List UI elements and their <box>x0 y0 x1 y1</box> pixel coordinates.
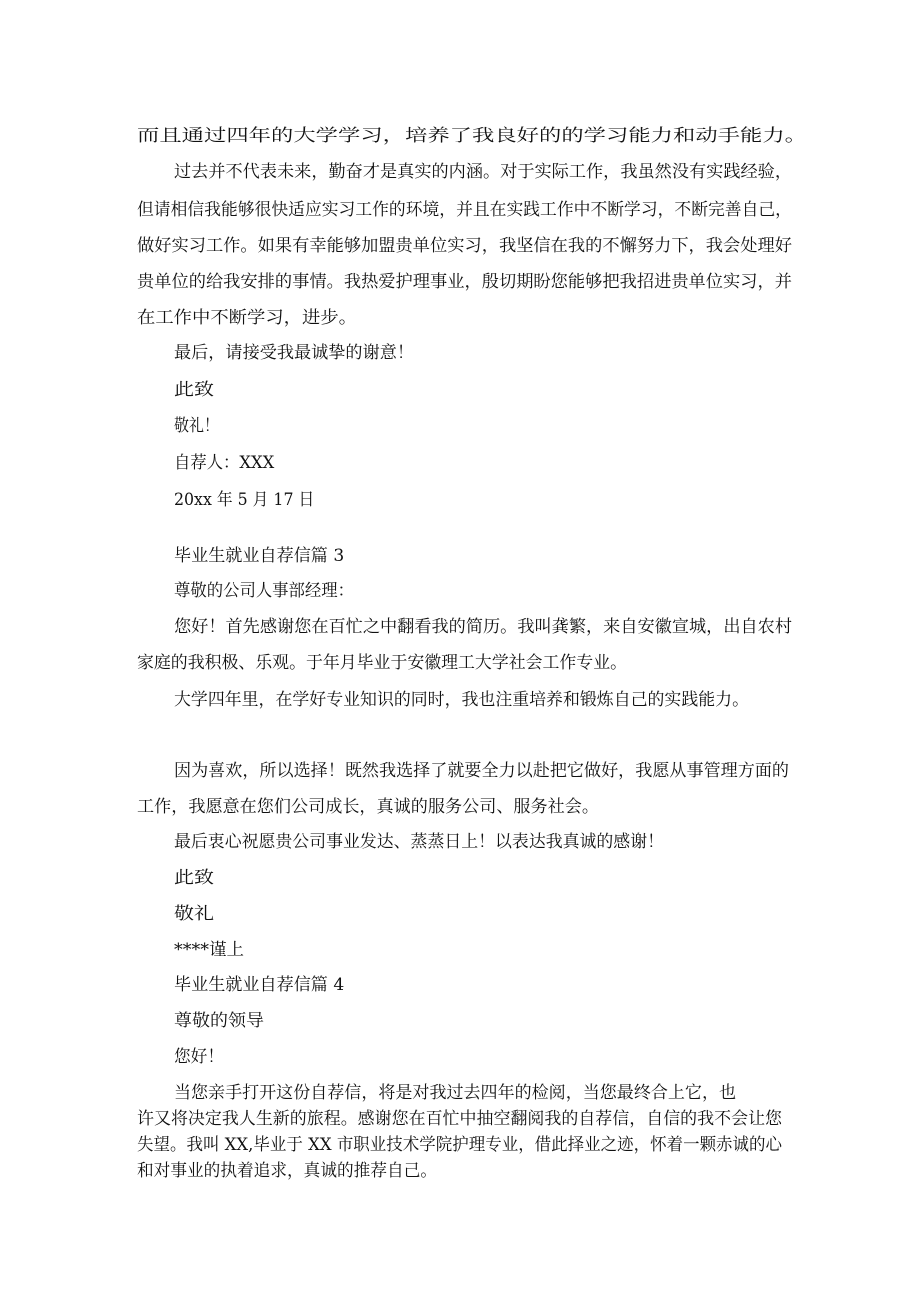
paragraph-line: 做好实习工作。如果有幸能够加盟贵单位实习，我坚信在我的不懈努力下，我会处理好 <box>137 236 792 256</box>
paragraph-line: 失望。我叫 XX,毕业于 XX 市职业技术学院护理专业，借此择业之迹，怀着一颗赤诚的心 <box>137 1135 783 1155</box>
paragraph-line: 当您亲手打开这份自荐信，将是对我过去四年的检阅，当您最终合上它，也 <box>174 1083 737 1103</box>
paragraph-line: 贵单位的给我安排的事情。我热爱护理事业，殷切期盼您能够把我招进贵单位实习，并 <box>137 272 792 292</box>
closing-line: 敬礼 <box>174 904 215 924</box>
date-line: 20xx 年 5 月 17 日 <box>174 490 315 510</box>
paragraph-line: 而且通过四年的大学学习，培养了我良好的的学习能力和动手能力。 <box>137 126 807 146</box>
paragraph-line: 工作，我愿意在您们公司成长，真诚的服务公司、服务社会。 <box>137 797 599 817</box>
paragraph-line: 最后衷心祝愿贵公司事业发达、蒸蒸日上！以表达我真诚的感谢！ <box>174 832 664 852</box>
section-heading: 毕业生就业自荐信篇 4 <box>174 975 345 995</box>
paragraph-line: 但请相信我能够很快适应实习工作的环境，并且在实践工作中不断学习，不断完善自己， <box>137 200 792 220</box>
salutation-line: 尊敬的领导 <box>174 1011 264 1031</box>
paragraph-line: 许又将决定我人生新的旅程。感谢您在百忙中抽空翻阅我的自荐信，自信的我不会让您 <box>137 1109 783 1129</box>
paragraph-line: 您好！首先感谢您在百忙之中翻看我的简历。我叫龚繁，来自安徽宣城，出自农村 <box>174 617 792 637</box>
signature-line: 自荐人：XXX <box>174 453 275 473</box>
paragraph-line: 最后，请接受我最诚挚的谢意！ <box>174 343 414 363</box>
paragraph-line: 在工作中不断学习，进步。 <box>137 308 357 328</box>
paragraph-line: 家庭的我积极、乐观。于年月毕业于安徽理工大学社会工作专业。 <box>137 653 627 673</box>
signature-line: ****谨上 <box>174 940 244 960</box>
closing-line: 此致 <box>174 868 215 888</box>
paragraph-line: 和对事业的执着追求，真诚的推荐自己。 <box>137 1161 438 1181</box>
paragraph-line: 大学四年里，在学好专业知识的同时，我也注重培养和锻炼自己的实践能力。 <box>174 690 749 710</box>
paragraph-line: 因为喜欢，所以选择！既然我选择了就要全力以赴把它做好，我愿从事管理方面的 <box>174 761 789 781</box>
salutation-line: 尊敬的公司人事部经理： <box>174 581 355 601</box>
section-heading: 毕业生就业自荐信篇 3 <box>174 546 345 566</box>
paragraph-line: 过去并不代表未来，勤奋才是真实的内涵。对于实际工作，我虽然没有实践经验， <box>174 162 792 182</box>
closing-line: 此致 <box>174 380 215 400</box>
greeting-line: 您好！ <box>174 1047 225 1067</box>
closing-line: 敬礼！ <box>174 416 220 436</box>
